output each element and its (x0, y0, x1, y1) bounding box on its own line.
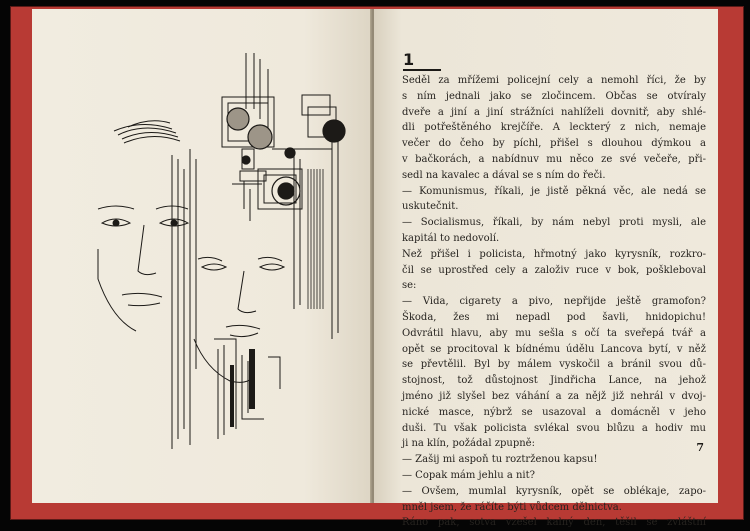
text-line: stojnost, tož důstojnost Jindřicha Lance, na jehož (402, 375, 706, 387)
text-line: nické masce, nýbrž se usazoval a domácněl v jeho (402, 406, 706, 418)
text-line: — Zašij mi aspoň tu roztrženou kapsu! (402, 454, 598, 466)
text-line: se převtělil. Byl by málem vyskočil a bránil svou dů- (402, 359, 706, 371)
text-line: — Copak mám jehlu a nit? (402, 469, 535, 481)
text-line: — Komunismus, říkali, je jistě pěkná věc, ale nedá se (402, 185, 706, 197)
text-line: kapitál to nedovolí. (402, 232, 500, 244)
illustration-faces-machinery (32, 9, 372, 503)
text-line: — Vida, cigarety a pivo, nepřijde ještě gramofon? (402, 296, 706, 308)
text-line: v bačkorách, a nabídnuv mu něco ze své večeře, při- (402, 153, 706, 165)
text-line: mněl jsem, že ráčíte býti vůdcem dělnictva. (402, 501, 622, 513)
text-line: se: (402, 280, 417, 292)
text-line: Než přišel i policista, hřmotný jako kyrysník, rozkro- (402, 248, 706, 260)
text-line: — Ovšem, mumlal kyrysník, opět se oblékaje, zapo- (402, 485, 706, 497)
text-line: s ním jednali jako se zločincem. Občas se otvíraly (402, 90, 706, 102)
text-line: Odvrátil hlavu, aby mu sešla s očí ta sveřepá tvář a (402, 327, 706, 339)
text-line: dveře a jiní a jiní strážníci nahlíželi dovnitř, aby shlé- (402, 106, 706, 118)
text-line: ji na klín, požádal zpupně: (402, 438, 535, 450)
text-line: — Socialismus, říkali, by nám nebyl proti mysli, ale (402, 217, 706, 229)
text-line: duši. Tu však policista svlékal svou blůzu a hodiv mu (402, 422, 706, 434)
text-line: sedl na kavalec a dával se s ním do řeči. (402, 169, 606, 181)
text-line: večer do čeho by píchl, přišel s dlouhou dýmkou a (402, 138, 706, 150)
text-line: dli potřeštěného krejčíře. A leckterý z nich, nemaje (402, 122, 706, 134)
chapter-number: 1 (403, 50, 415, 69)
left-page (32, 9, 372, 503)
text-line: opět se procitoval k bídnému údělu Lancova bytí, v něž (402, 343, 706, 355)
page-number: 7 (696, 441, 704, 454)
text-line: jméno již slyšel bez váhání a za nějž již nehrál v dvoj- (402, 390, 706, 402)
text-line: Škoda, žes mi nepadl pod šavli, hnidopichu! (402, 311, 706, 323)
text-line: čil se uprostřed cely a založiv ruce v bok, poškleboval (402, 264, 706, 276)
text-line: uskutečnit. (402, 201, 459, 213)
text-line: Ráno pak, sotva vzešel kalný den, těšil se zvláštní (402, 517, 706, 529)
chapter-rule (403, 69, 441, 71)
body-text (402, 73, 706, 531)
text-line: Seděl za mřížemi policejní cely a nemohl říci, že by (402, 75, 706, 86)
right-page (374, 9, 718, 529)
